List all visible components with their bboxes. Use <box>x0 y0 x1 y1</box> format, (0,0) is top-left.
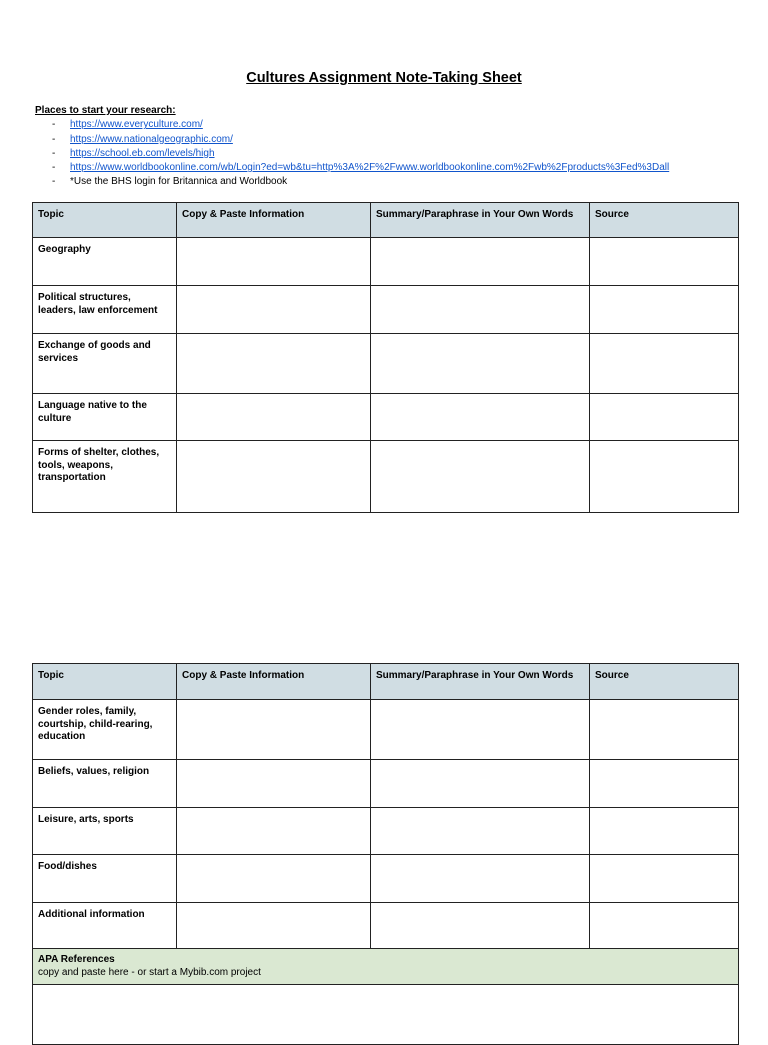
apa-header-row <box>33 949 739 985</box>
copy-paste-cell[interactable] <box>177 334 371 394</box>
topic-cell: Exchange of goods and services <box>33 334 177 394</box>
summary-cell[interactable] <box>371 700 590 760</box>
topic-cell: Beliefs, values, religion <box>33 760 177 808</box>
col-header-copy-paste: Copy & Paste Information <box>177 664 371 700</box>
copy-paste-cell[interactable] <box>177 855 371 903</box>
research-heading: Places to start your research: <box>35 105 176 116</box>
page-title: Cultures Assignment Note-Taking Sheet <box>246 70 522 86</box>
topic-cell: Language native to the culture <box>33 394 177 441</box>
apa-references-cell[interactable] <box>33 985 739 1045</box>
notes-table-2 <box>32 663 739 1045</box>
apa-title: APA References <box>38 954 115 965</box>
copy-paste-cell[interactable] <box>177 760 371 808</box>
copy-paste-cell[interactable] <box>177 286 371 334</box>
copy-paste-cell[interactable] <box>177 238 371 286</box>
source-cell[interactable] <box>590 238 739 286</box>
list-item: - https://school.eb.com/levels/high <box>52 147 215 159</box>
table-row <box>33 394 739 441</box>
research-list <box>35 118 669 189</box>
copy-paste-cell[interactable] <box>177 700 371 760</box>
topic-cell: Political structures, leaders, law enforcement <box>33 286 177 334</box>
topic-cell: Geography <box>33 238 177 286</box>
col-header-source: Source <box>590 664 739 700</box>
link-everyculture[interactable]: https://www.everyculture.com/ <box>70 119 203 131</box>
link-britannica[interactable]: https://school.eb.com/levels/high <box>70 147 215 159</box>
source-cell[interactable] <box>590 760 739 808</box>
copy-paste-cell[interactable] <box>177 394 371 441</box>
summary-cell[interactable] <box>371 441 590 513</box>
list-item: - https://www.nationalgeographic.com/ <box>52 133 233 145</box>
source-cell[interactable] <box>590 334 739 394</box>
research-section <box>35 104 669 190</box>
list-item: - https://www.everyculture.com/ <box>52 119 203 131</box>
header-row <box>33 664 739 700</box>
source-cell[interactable] <box>590 903 739 949</box>
copy-paste-cell[interactable] <box>177 441 371 513</box>
source-cell[interactable] <box>590 808 739 855</box>
list-item: - *Use the BHS login for Britannica and Worldbook <box>52 176 288 188</box>
copy-paste-cell[interactable] <box>177 903 371 949</box>
table-row <box>33 238 739 286</box>
topic-cell: Additional information <box>33 903 177 949</box>
summary-cell[interactable] <box>371 238 590 286</box>
col-header-source: Source <box>590 203 739 238</box>
topic-cell: Food/dishes <box>33 855 177 903</box>
topic-cell: Gender roles, family, courtship, child-rearing, education <box>33 700 177 760</box>
copy-paste-cell[interactable] <box>177 808 371 855</box>
source-cell[interactable] <box>590 700 739 760</box>
source-cell[interactable] <box>590 394 739 441</box>
col-header-summary: Summary/Paraphrase in Your Own Words <box>371 203 590 238</box>
table-row <box>33 700 739 760</box>
link-worldbook[interactable]: https://www.worldbookonline.com/wb/Login?ed=wb&tu=http%3A%2F%2Fwww.worldbookonline.com%2Fwb%2Fproducts%3Fed%3Dall <box>70 162 670 174</box>
topic-cell: Forms of shelter, clothes, tools, weapons, transportation <box>33 441 177 513</box>
apa-entry-row <box>33 985 739 1045</box>
table-row <box>33 286 739 334</box>
table-row <box>33 334 739 394</box>
summary-cell[interactable] <box>371 903 590 949</box>
apa-subtitle: copy and paste here - or start a Mybib.com project <box>38 966 261 978</box>
summary-cell[interactable] <box>371 334 590 394</box>
login-note: *Use the BHS login for Britannica and Worldbook <box>70 176 288 188</box>
col-header-topic: Topic <box>33 203 177 238</box>
col-header-topic: Topic <box>33 664 177 700</box>
table-row <box>33 855 739 903</box>
header-row <box>33 203 739 238</box>
summary-cell[interactable] <box>371 286 590 334</box>
col-header-summary: Summary/Paraphrase in Your Own Words <box>371 664 590 700</box>
table-row <box>33 808 739 855</box>
table-row <box>33 441 739 513</box>
table-row <box>33 903 739 949</box>
list-item: - https://www.worldbookonline.com/wb/Login?ed=wb&tu=http%3A%2F%2Fwww.worldbookonline.com%2Fwb%2Fproducts%3Fed%3Dall <box>52 162 670 174</box>
source-cell[interactable] <box>590 286 739 334</box>
source-cell[interactable] <box>590 441 739 513</box>
summary-cell[interactable] <box>371 808 590 855</box>
apa-references-header <box>33 949 739 985</box>
summary-cell[interactable] <box>371 855 590 903</box>
col-header-copy-paste: Copy & Paste Information <box>177 203 371 238</box>
summary-cell[interactable] <box>371 394 590 441</box>
link-nationalgeographic[interactable]: https://www.nationalgeographic.com/ <box>70 133 233 145</box>
notes-table-1 <box>32 202 739 513</box>
summary-cell[interactable] <box>371 760 590 808</box>
source-cell[interactable] <box>590 855 739 903</box>
table-row <box>33 760 739 808</box>
topic-cell: Leisure, arts, sports <box>33 808 177 855</box>
